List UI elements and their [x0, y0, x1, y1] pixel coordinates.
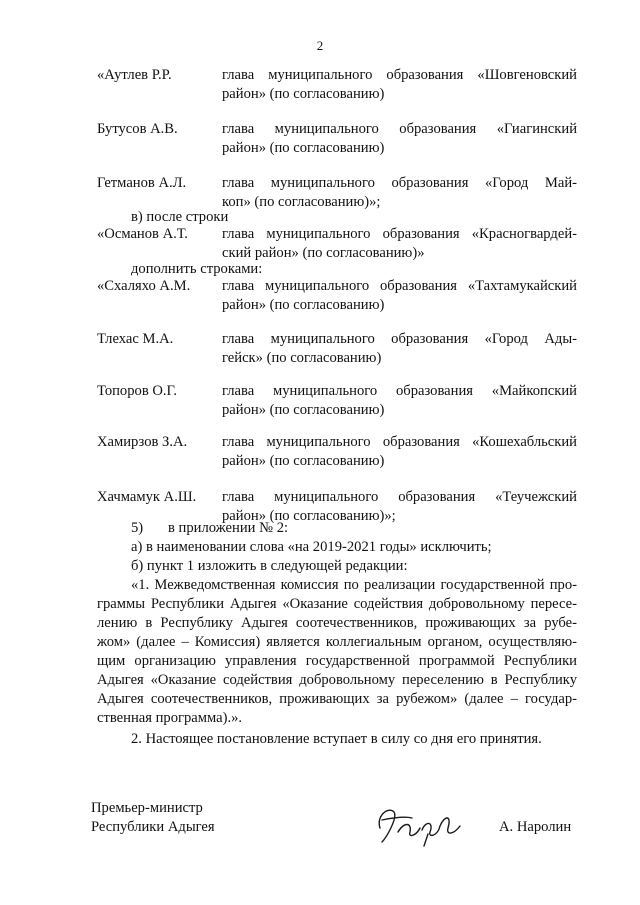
- para-line: Адыгея соотечественников, проживающих за рубежом» (далее – государ-: [97, 691, 577, 707]
- entry-text-line2: коп» (по согласованию)»;: [222, 194, 381, 210]
- entry-name: Хамирзов З.А.: [97, 434, 188, 450]
- entry-text-line1: глава муниципального образования «Город Май-: [222, 175, 577, 191]
- entry-name: Хачмамук А.Ш.: [97, 489, 197, 505]
- para-line: щим организацию управления государственной программой Республики: [97, 653, 577, 669]
- para-line: граммы Республики Адыгея «Оказание содействия добровольному пересе-: [97, 596, 577, 612]
- entry-text-line1: глава муниципального образования «Гиагинский: [222, 121, 577, 137]
- entry-text-line1: глава муниципального образования «Майкопский: [222, 383, 577, 399]
- entry-name: Гетманов А.Л.: [97, 175, 187, 191]
- entry-text-line1: глава муниципального образования «Теучежский: [222, 489, 577, 505]
- entry-text-line2: район» (по согласованию): [222, 453, 385, 469]
- entry-name: «Османов А.Т.: [97, 226, 188, 242]
- entry-text-line2: район» (по согласованию): [222, 140, 385, 156]
- after-line-label: в) после строки: [131, 209, 229, 225]
- entry-text-line2: район» (по согласованию): [222, 86, 385, 102]
- entry-text-line1: глава муниципального образования «Кошехабльский: [222, 434, 577, 450]
- entry-text-line2: гейск» (по согласованию): [222, 350, 382, 366]
- entry-name: «Схаляхо А.М.: [97, 278, 191, 294]
- signatory-title-line1: Премьер-министр: [91, 800, 203, 816]
- signatory-title-line2: Республики Адыгея: [91, 819, 215, 835]
- item5-number: 5): [131, 520, 144, 536]
- para-line: Адыгея «Оказание содействия добровольному переселению в Республику: [97, 672, 577, 688]
- entry-text-line2: район» (по согласованию): [222, 402, 385, 418]
- item-2: 2. Настоящее постановление вступает в силу со дня его принятия.: [131, 731, 542, 747]
- para-line: ственная программа).».: [97, 710, 243, 726]
- entry-text-line1: глава муниципального образования «Шовгеновский: [222, 67, 577, 83]
- item5-text: в приложении № 2:: [168, 520, 289, 536]
- item-a: а) в наименовании слова «на 2019-2021 годы» исключить;: [131, 539, 492, 555]
- entry-text-line1: глава муниципального образования «Город Ады-: [222, 331, 577, 347]
- entry-text-line1: глава муниципального образования «Красногвардей-: [222, 226, 577, 242]
- signatory-name: А. Наролин: [499, 819, 572, 835]
- entry-name: Топоров О.Г.: [97, 383, 177, 399]
- entry-text-line2: ский район» (по согласованию)»: [222, 245, 425, 261]
- entry-text-line2: район» (по согласованию): [222, 297, 385, 313]
- para-line: жом» (далее – Комиссия) является коллегиальным органом, осуществляю-: [97, 634, 577, 650]
- page-number: 2: [316, 38, 324, 53]
- entry-name: Тлехас М.А.: [97, 331, 174, 347]
- para-line: «1. Межведомственная комиссия по реализации государственной про-: [131, 577, 577, 593]
- entry-text-line1: глава муниципального образования «Тахтамукайский: [222, 278, 577, 294]
- entry-text-line2: район» (по согласованию)»;: [222, 508, 396, 524]
- add-lines-label: дополнить строками:: [131, 261, 263, 277]
- item-b: б) пункт 1 изложить в следующей редакции:: [131, 558, 408, 574]
- para-line: лению в Республику Адыгея соотечественников, проживающих за рубе-: [97, 615, 577, 631]
- entry-name: «Аутлев Р.Р.: [97, 67, 172, 83]
- handwritten-signature: [368, 798, 478, 850]
- entry-name: Бутусов А.В.: [97, 121, 178, 137]
